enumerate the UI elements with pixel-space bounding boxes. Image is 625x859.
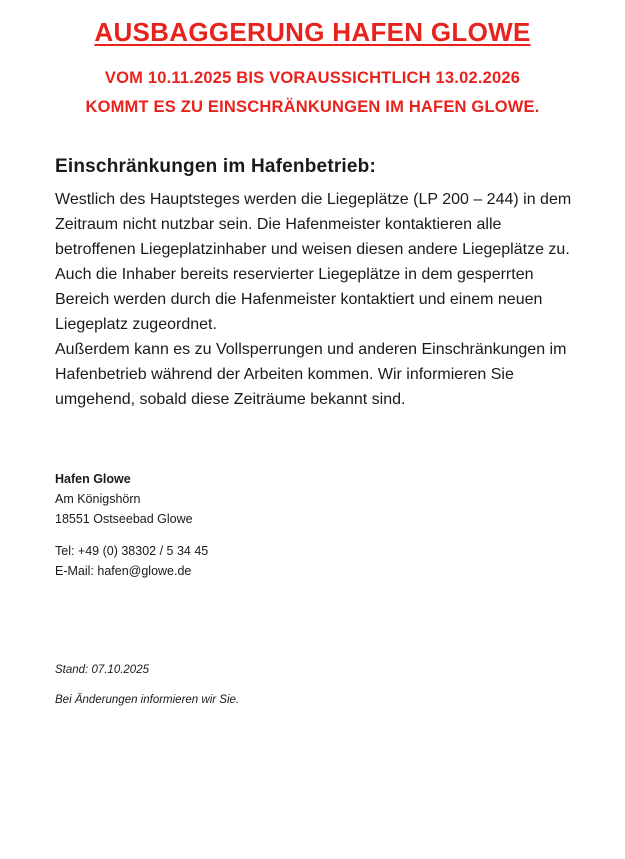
contact-name: Hafen Glowe — [55, 472, 131, 486]
change-note: Bei Änderungen informieren wir Sie. — [55, 694, 240, 706]
page-title: AUSBAGGERUNG HAFEN GLOWE — [94, 17, 531, 47]
status-date: Stand: 07.10.2025 — [55, 664, 149, 676]
contact-phone: Tel: +49 (0) 38302 / 5 34 45 — [55, 544, 209, 558]
contact-email: E-Mail: hafen@glowe.de — [55, 564, 192, 578]
section-heading: Einschränkungen im Hafenbetrieb: — [55, 156, 377, 177]
contact-spacer — [55, 529, 208, 541]
body-paragraph-2: Außerdem kann es zu Vollsperrungen und anderen Einschränkungen im Hafenbetrieb während der Arbeiten kommen. Wir informieren Sie umgehend, sobald diese Zeiträume bekannt sind. — [55, 341, 567, 408]
contact-street: Am Königshörn — [55, 492, 141, 506]
body-paragraph-1: Westlich des Hauptsteges werden die Liegeplätze (LP 200 – 244) in dem Zeitraum nicht nutzbar sein. Die Hafenmeister kontaktieren alle betroffenen Liegeplatzinhaber und weisen diesen andere Liegeplätze zu. Auch die Inhaber bereits reservierter Liegeplätze in dem gesperrten Bereich werden durch die Hafenmeister kontaktiert und einem neuen Liegeplatz zugeordnet. — [55, 191, 572, 333]
date-range-line: VOM 10.11.2025 BIS VORAUSSICHTLICH 13.02.2026 — [104, 69, 521, 87]
contact-city: 18551 Ostseebad Glowe — [55, 512, 193, 526]
contact-block — [55, 469, 208, 581]
restriction-notice-line: KOMMT ES ZU EINSCHRÄNKUNGEN IM HAFEN GLOWE. — [85, 98, 540, 116]
section-body — [55, 187, 575, 412]
